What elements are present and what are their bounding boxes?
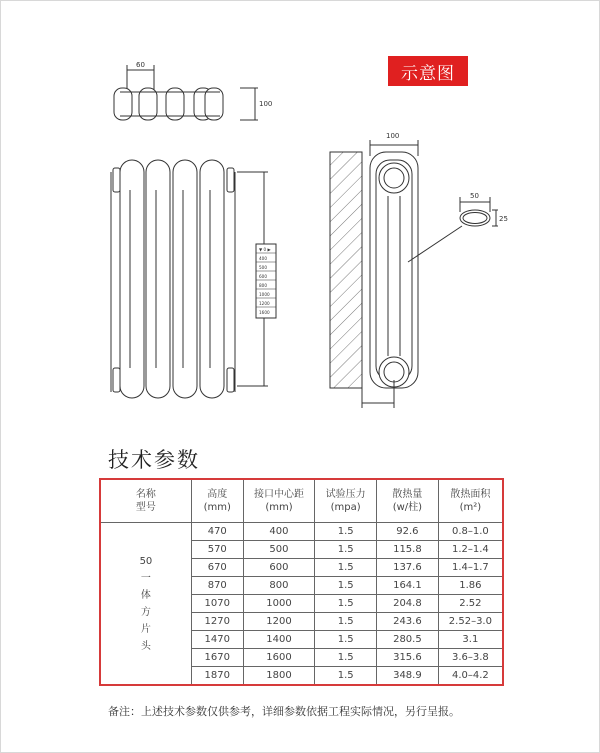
cell-test-pressure: 1.5 (315, 613, 377, 631)
params-title: 技术参数 (108, 448, 200, 472)
footnote: 备注：上述技术参数仅供参考，详细参数依据工程实际情况，另行呈报。 (108, 705, 460, 718)
header-heat-output: 散热量 (w/柱) (377, 479, 439, 523)
cell-heat-area: 0.8–1.0 (438, 523, 503, 541)
cell-heat-output: 204.8 (377, 595, 439, 613)
header-height: 高度 (mm) (191, 479, 243, 523)
table-row (100, 523, 503, 541)
top-view (114, 65, 258, 120)
params-table (99, 478, 504, 686)
cell-height: 670 (191, 559, 243, 577)
cell-heat-area: 4.0–4.2 (438, 667, 503, 686)
cell-height: 1270 (191, 613, 243, 631)
ruler-label: 600 (259, 274, 267, 279)
cell-heat-output: 92.6 (377, 523, 439, 541)
cell-test-pressure: 1.5 (315, 559, 377, 577)
front-view (111, 160, 276, 398)
cell-height: 1470 (191, 631, 243, 649)
cell-heat-output: 315.6 (377, 649, 439, 667)
cell-heat-output: 243.6 (377, 613, 439, 631)
cell-height: 870 (191, 577, 243, 595)
ruler-label: 1200 (259, 301, 270, 306)
cell-height: 470 (191, 523, 243, 541)
header-model: 名称 型号 (100, 479, 191, 523)
section-width-label: 50 (470, 192, 479, 200)
cell-heat-area: 1.4–1.7 (438, 559, 503, 577)
header-test-pressure: 试验压力 (mpa) (315, 479, 377, 523)
cell-height: 1870 (191, 667, 243, 686)
cell-heat-area: 3.6–3.8 (438, 649, 503, 667)
diagram-badge: 示意图 (388, 56, 468, 86)
cell-heat-output: 137.6 (377, 559, 439, 577)
ruler-label: 500 (259, 265, 267, 270)
cell-heat-area: 2.52 (438, 595, 503, 613)
cell-height: 1670 (191, 649, 243, 667)
cell-height: 1070 (191, 595, 243, 613)
cell-test-pressure: 1.5 (315, 577, 377, 595)
header-heat-area: 散热面积 (m²) (438, 479, 503, 523)
cell-heat-output: 164.1 (377, 577, 439, 595)
cell-center-distance: 800 (243, 577, 315, 595)
header-center-distance: 接口中心距 (mm) (243, 479, 315, 523)
cell-test-pressure: 1.5 (315, 595, 377, 613)
table-header-row (100, 479, 503, 523)
ruler-label: 400 (259, 256, 267, 261)
cell-heat-output: 280.5 (377, 631, 439, 649)
section-height-label: 25 (499, 215, 508, 223)
ruler-label: 1000 (259, 292, 270, 297)
cell-center-distance: 1800 (243, 667, 315, 686)
cell-heat-area: 3.1 (438, 631, 503, 649)
side-width-label: 100 (386, 132, 400, 140)
cell-center-distance: 600 (243, 559, 315, 577)
section-detail (460, 197, 498, 226)
cell-center-distance: 1400 (243, 631, 315, 649)
ruler-label: 800 (259, 283, 267, 288)
cell-heat-output: 348.9 (377, 667, 439, 686)
cell-test-pressure: 1.5 (315, 523, 377, 541)
cell-heat-area: 2.52–3.0 (438, 613, 503, 631)
cell-heat-area: 1.86 (438, 577, 503, 595)
cell-center-distance: 1200 (243, 613, 315, 631)
cell-height: 570 (191, 541, 243, 559)
cell-test-pressure: 1.5 (315, 541, 377, 559)
top-height-label: 100 (259, 100, 273, 108)
ruler-label: ▼ 0 ▶ (259, 247, 271, 252)
cell-center-distance: 1600 (243, 649, 315, 667)
top-width-label: 60 (136, 61, 145, 69)
cell-test-pressure: 1.5 (315, 649, 377, 667)
model-cell: 50 一 体 方 片 头 (100, 523, 191, 686)
side-view (330, 140, 462, 408)
cell-center-distance: 400 (243, 523, 315, 541)
cell-test-pressure: 1.5 (315, 667, 377, 686)
ruler-label: 1600 (259, 310, 270, 315)
cell-center-distance: 1000 (243, 595, 315, 613)
cell-heat-output: 115.8 (377, 541, 439, 559)
cell-heat-area: 1.2–1.4 (438, 541, 503, 559)
cell-test-pressure: 1.5 (315, 631, 377, 649)
cell-center-distance: 500 (243, 541, 315, 559)
